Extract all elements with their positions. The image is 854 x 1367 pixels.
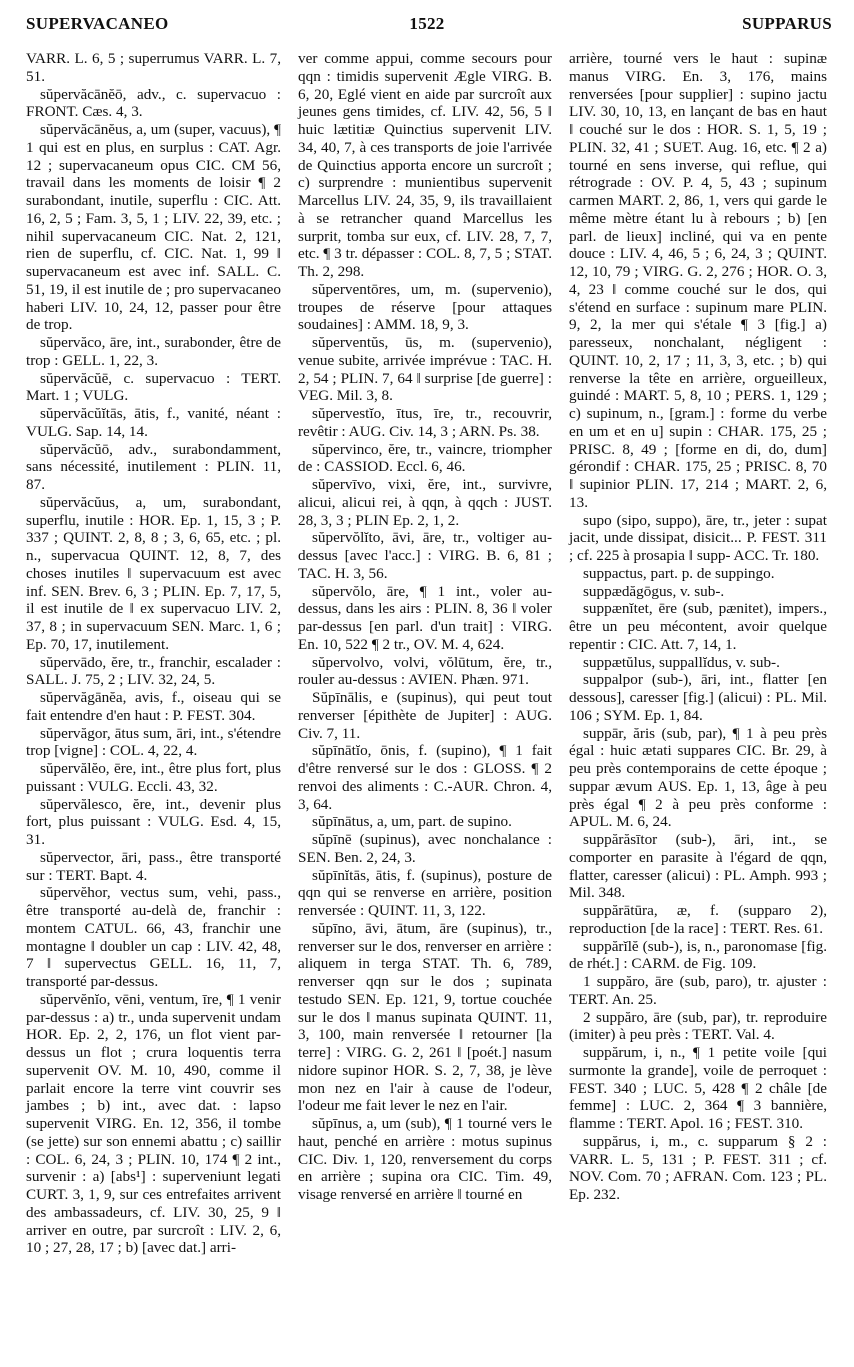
page-number: 1522 <box>409 14 445 33</box>
entry: sŭpervolvo, volvi, vŏlūtum, ĕre, tr., rouler au-dessus : AVIEN. Phæn. 971. <box>298 653 552 689</box>
entry: sŭpīnĭtās, ātis, f. (supinus), posture de qqn qui se renverse en arrière, position renversée : QUINT. 11, 3, 122. <box>298 866 552 919</box>
entry: supo (sipo, suppo), āre, tr., jeter : supat jacit, unde dissipat, disicit... P. FEST. 311 ; cf. 225 à prosapia ‖ supp- ACC. Tr. 180. <box>569 511 827 564</box>
entry: sŭpervăcānĕus, a, um (super, vacuus), ¶ 1 qui est en plus, en surplus : CAT. Agr. 12 ; supervacaneum opus CIC. CM 56, travail dans les moments de loisir ¶ 2 surabondant, inutile, superflu : CIC. Att. 16, 2, 5 ; Fam. 3, 5, 1 ; LIV. 22, 39, etc. ; nihil supervacaneum CIC. Nat. 2, 121, rien de superflu, cf. CIC. Nat. 1, 99 ‖ supervacaneum est avec inf. SALL. C. 51, 19, il est inutile de ; pro supervacaneo haberi LIV. 10, 24, 12, passer pour être de trop. <box>26 121 281 334</box>
entry-continuation: ver comme appui, comme secours pour qqn : timidis supervenit Ægle VIRG. B. 6, 20, Eglé vient en aide par surcroît aux jeunes gens timides, cf. LIV. 42, 56, 5 ‖ huic lætitiæ Quinctius supervenit LIV. 34, 40, 7, à ces transports de joie l'arrivée de Quinctius apporta encore un surcroît ; c) surprendre : munientibus supervenit Marcellus LIV. 24, 35, 9, ils travaillaient à se retrancher quand Marcellus les surprit, tomba sur eux, cf. LIV. 28, 7, 7, etc. ¶ 3 tr. dépasser : COL. 8, 7, 5 ; STAT. Th. 2, 298. <box>298 50 552 280</box>
entry: suppărĭlĕ (sub-), is, n., paronomase [fig. de rhét.] : CARM. de Fig. 109. <box>569 937 827 973</box>
entry: suppalpor (sub-), āri, int., flatter [en dessous], caresser [fig.] (alicui) : PL. Mil. 106 ; SYM. Ep. 1, 84. <box>569 671 827 724</box>
entry: 1 suppăro, āre (sub, paro), tr. ajuster : TERT. An. 25. <box>569 973 827 1008</box>
entry: suppār, ăris (sub, par), ¶ 1 à peu près égal : huic ætati suppares CIC. Br. 29, à peu près contemporains de cette époque ; suppar ævum AUS. Ep. 1, 13, âge à peu près égal ¶ 2 à peu près conforme : APUL. M. 6, 24. <box>569 724 827 831</box>
running-head-left: SUPERVACANEO <box>26 14 169 33</box>
entry: sŭpervăcŭus, a, um, surabondant, superflu, inutile : HOR. Ep. 1, 15, 3 ; P. 337 ; QUINT. 2, 8, 8 ; 3, 6, 65, etc. ; pl. n., supervacua QUINT. 12, 8, 7, des choses inutiles ‖ supervacuum est avec inf. SEN. Brev. 6, 3 ; PLIN. Ep. 7, 17, 5, il est inutile de ‖ ex supervacuo LIV. 2, 37, 8 ; in supervacuum SEN. Marc. 1, 6 ; Ep. 70, 17, inutilement. <box>26 493 281 653</box>
entry: suppărātūra, æ, f. (supparo 2), reproduction [de la race] : TERT. Res. 61. <box>569 902 827 937</box>
column-3 <box>569 50 827 1204</box>
entry: 2 suppăro, āre (sub, par), tr. reproduire (imiter) à peu près : TERT. Val. 4. <box>569 1008 827 1044</box>
entry: suppărăsītor (sub-), āri, int., se comporter en parasite à l'égard de qqn, flatter, caresser (alicui) : PL. Amph. 993 ; Mil. 348. <box>569 831 827 902</box>
entry: suppætŭlus, suppallĭdus, v. sub-. <box>583 653 780 671</box>
entry: sŭpervăcānĕō, adv., c. supervacuo : FRONT. Cæs. 4, 3. <box>26 85 281 121</box>
entry: sŭpīnātus, a, um, part. de supino. <box>312 813 512 831</box>
entry-continuation: VARR. L. 6, 5 ; superrumus VARR. L. 7, 51. <box>26 50 281 85</box>
entry: suppædăgōgus, v. sub-. <box>583 582 725 600</box>
entry: suppărum, i, n., ¶ 1 petite voile [qui surmonte la grande], voile de perroquet : FEST. 340 ; LUC. 5, 428 ¶ 2 châle [de femme] : LUC. 2, 364 ¶ 3 bannière, flamme : TERT. Apol. 16 ; FEST. 310. <box>569 1044 827 1132</box>
entry: suppactus, part. p. de suppingo. <box>583 564 775 582</box>
page-header <box>0 14 854 40</box>
entry-continuation: arrière, tourné vers le haut : supinæ manus VIRG. En. 3, 176, mains renversées [pour supplier] : supino jactu LIV. 30, 10, 13, en lançant de bas en haut ‖ couché sur le dos : HOR. S. 1, 5, 19 ; PLIN. 32, 41 ; SUET. Aug. 16, etc. ¶ 2 a) tourné en sens inverse, qui reflue, qui rétrograde : OV. P. 4, 5, 43 ; supinum carmen MART. 2, 86, 1, vers qui garde le même mètre étant lu à rebours ; b) [en parl. de lieux] incliné, qui va en pente douce : LIV. 4, 46, 5 ; 6, 24, 3 ; QUINT. 12, 10, 79 ; VIRG. G. 2, 276 ; HOR. O. 3, 4, 23 ‖ comme couché sur le dos, qui s'étend en surface : supinum mare PLIN. 9, 2, la mer qui s'étale ¶ 3 [fig.] a) paresseux, nonchalant, négligent : QUINT. 10, 2, 17 ; 11, 3, 3, etc. ; b) qui renverse la tête en arrière, orgueilleux, guindé : MART. 5, 8, 10 ; PERS. 1, 129 ; c) supinum, n., [gram.] : forme du verbe en um et en u] supin : CHAR. 175, 25 ; PRISC. 8, 49 ; [forme en di, do, dum] gérondif : CHAR. 175, 25 ; PRISC. 8, 70 ‖ supinior PLIN. 17, 214 ; MART. 2, 6, 13. <box>569 50 827 511</box>
running-head-right: SUPPARUS <box>742 14 832 33</box>
entry: sŭpervăcŭō, adv., surabondamment, sans nécessité, inutilement : PLIN. 11, 87. <box>26 440 281 493</box>
entry: sŭpervādo, ĕre, tr., franchir, escalader : SALL. J. 75, 2 ; LIV. 32, 24, 5. <box>26 653 281 689</box>
column-1 <box>26 50 281 1257</box>
entry: suppărus, i, m., c. supparum § 2 : VARR. L. 5, 131 ; P. FEST. 311 ; cf. NOV. Com. 70 ; AFRAN. Com. 123 ; PL. Ep. 232. <box>569 1132 827 1203</box>
entry: sŭpīnus, a, um (sub), ¶ 1 tourné vers le haut, penché en arrière : motus supinus CIC. Div. 1, 120, renversement du corps en arrière ; supina ora CIC. Tim. 49, visage renversé en arrière ‖ tourné en <box>298 1115 552 1203</box>
entry: sŭpervīvo, vixi, ĕre, int., survivre, alicui, alicui rei, à qqn, à qqch : JUST. 28, 3, 3 ; PLIN Ep. 2, 1, 2. <box>298 476 552 529</box>
entry: sŭpervăgor, ātus sum, āri, int., s'étendre trop [vigne] : COL. 4, 22, 4. <box>26 724 281 760</box>
entry: sŭpervăcŭē, c. supervacuo : TERT. Mart. 1 ; VULG. <box>26 369 281 405</box>
entry: sŭpervăco, āre, int., surabonder, être de trop : GELL. 1, 22, 3. <box>26 334 281 369</box>
entry: sŭpervălesco, ĕre, int., devenir plus fort, plus puissant : VULG. Esd. 4, 15, 31. <box>26 795 281 848</box>
entry: sŭperventŭs, ūs, m. (supervenio), venue subite, arrivée imprévue : TAC. H. 2, 54 ; PLIN. 7, 64 ‖ surprise [de guerre] : VEG. Mil. 3, 8. <box>298 334 552 405</box>
entry: sŭpīnātĭo, ōnis, f. (supino), ¶ 1 fait d'être renversé sur le dos : GLOSS. ¶ 2 renvoi des aliments : C.-AUR. Chron. 4, 3, 64. <box>298 742 552 813</box>
entry: sŭpīno, āvi, ātum, āre (supinus), tr., renverser sur le dos, renverser en arrière : aliquem in terga STAT. Th. 6, 789, renverser qqn sur le dos ; supinata testudo SEN. Ep. 121, 9, tortue couchée sur le dos ‖ manus supinata QUINT. 11, 3, 100, main renversée ‖ retourner [la terre] : VIRG. G. 2, 261 ‖ [poét.] nasum nidore supinor HOR. S. 2, 7, 38, je lève mon nez en l'air à cause de l'odeur, l'odeur me fait lever le nez en l'air. <box>298 919 552 1115</box>
entry: sŭpervĕnĭo, vēni, ventum, īre, ¶ 1 venir par-dessus : a) tr., unda supervenit undam HOR. Ep. 2, 2, 176, un flot vient par-dessus un flot ; crura loquentis terra supervenit OV. M. 10, 490, comme il parlait encore la terre vint couvrir ses jambes ; b) int., avec dat. : lapso supervenit VIRG. En. 12, 356, il tombe (se jette) sur son ennemi abattu ; c) saillir : COL. 6, 24, 3 ; PLIN. 10, 174 ¶ 2 int., survenir : a) [abs¹] : superveniunt legati CURT. 3, 1, 9, sur ces entrefaites arrivent des ambassadeurs, cf. LIV. 30, 25, 9 ‖ arriver en outre, par surcroît : LIV. 2, 6, 10 ; 27, 28, 17 ; b) [avec dat.] arri- <box>26 990 281 1257</box>
entry: sŭperventōres, um, m. (supervenio), troupes de réserve [pour attaques soudaines] : AMM. 18, 9, 3. <box>298 280 552 334</box>
entry: sŭpervector, āri, pass., être transporté sur : TERT. Bapt. 4. <box>26 848 281 884</box>
entry: sŭpervăgānĕa, avis, f., oiseau qui se fait entendre d'en haut : P. FEST. 304. <box>26 689 281 724</box>
column-2 <box>298 50 552 1204</box>
entry: sŭpīnē (supinus), avec nonchalance : SEN. Ben. 2, 24, 3. <box>298 831 552 866</box>
entry: sŭpervŏlo, āre, ¶ 1 int., voler au-dessus, dans les airs : PLIN. 8, 36 ‖ voler par-dessus [en parl. d'un trait] : VIRG. En. 10, 522 ¶ 2 tr., OV. M. 4, 624. <box>298 582 552 653</box>
entry: sŭpervĕhor, vectus sum, vehi, pass., être transporté au-delà de, franchir : montem CATUL. 66, 43, franchir une montagne ‖ doubler un cap : LIV. 42, 48, 7 ‖ supervectus GELL. 16, 11, 7, transporté par-dessus. <box>26 884 281 990</box>
entry: sŭpervŏlĭto, āvi, āre, tr., voltiger au-dessus [avec l'acc.] : VIRG. B. 6, 81 ; TAC. H. 3, 56. <box>298 529 552 582</box>
entry: sŭpervălĕo, ēre, int., être plus fort, plus puissant : VULG. Eccli. 43, 32. <box>26 760 281 795</box>
entry: sŭpervinco, ĕre, tr., vaincre, triompher de : CASSIOD. Eccl. 6, 46. <box>298 440 552 476</box>
entry: sŭpervăcŭĭtās, ātis, f., vanité, néant : VULG. Sap. 14, 14. <box>26 405 281 440</box>
entry: Sŭpīnālis, e (supinus), qui peut tout renverser [épithète de Jupiter] : AUG. Civ. 7, 11. <box>298 689 552 742</box>
entry: sŭpervestĭo, ītus, īre, tr., recouvrir, revêtir : AUG. Civ. 14, 3 ; ARN. Ps. 38. <box>298 405 552 440</box>
entry: suppænĭtet, ēre (sub, pænitet), impers., être un peu mécontent, avoir quelque repentir : CIC. Att. 7, 14, 1. <box>569 600 827 653</box>
